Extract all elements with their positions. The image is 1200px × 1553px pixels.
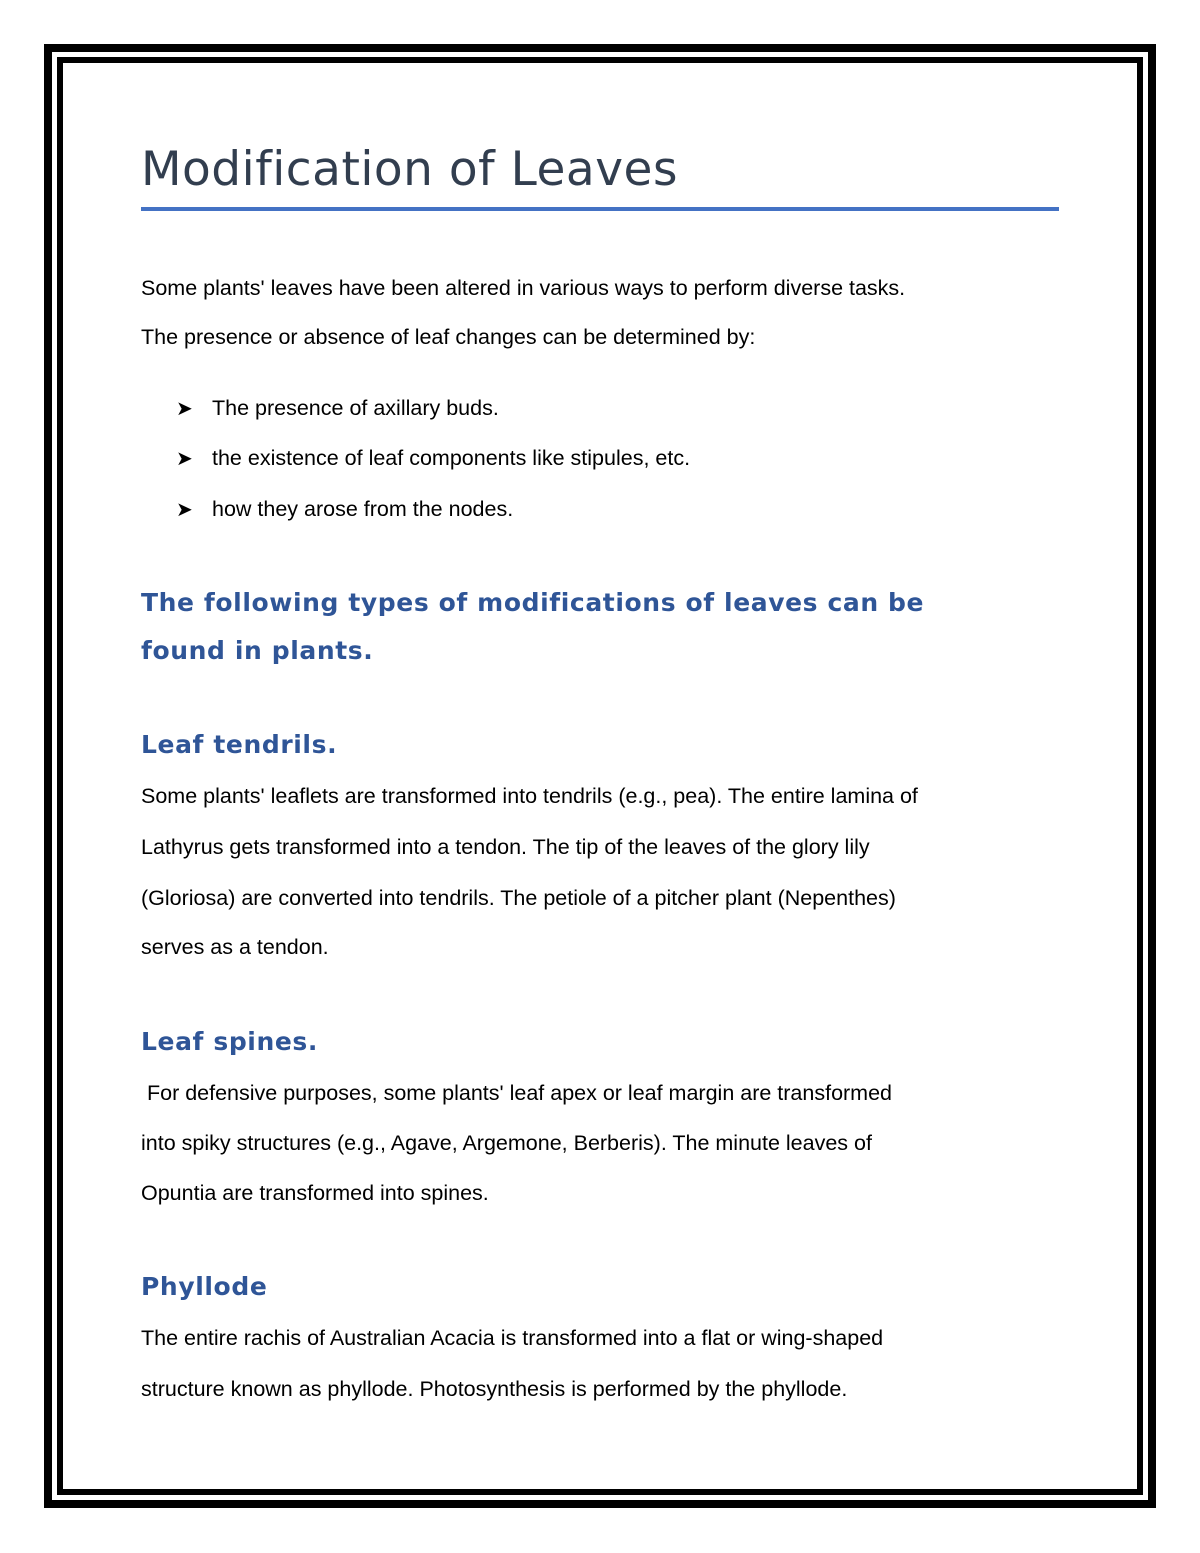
paragraph-line: Opuntia are transformed into spines. <box>141 1181 489 1205</box>
arrowhead-bullet-icon: ➤ <box>176 398 193 420</box>
intro-line: The presence or absence of leaf changes can be determined by: <box>141 325 756 349</box>
title-underline <box>141 207 1059 211</box>
heading-phyllode: Phyllode <box>141 1272 268 1301</box>
page-title: Modification of Leaves <box>141 142 678 197</box>
section-heading: The following types of modifications of leaves can be <box>141 588 925 617</box>
paragraph-line: Lathyrus gets transformed into a tendon. The tip of the leaves of the glory lily <box>141 835 870 859</box>
list-item-text: The presence of axillary buds. <box>212 396 499 420</box>
intro-line: Some plants' leaves have been altered in various ways to perform diverse tasks. <box>141 276 906 300</box>
paragraph-line: serves as a tendon. <box>141 935 329 959</box>
list-item-text: the existence of leaf components like stipules, etc. <box>212 446 691 470</box>
paragraph-line: (Gloriosa) are converted into tendrils. The petiole of a pitcher plant (Nepenthes) <box>141 886 896 910</box>
list-item-text: how they arose from the nodes. <box>212 497 514 521</box>
arrowhead-bullet-icon: ➤ <box>176 448 193 470</box>
paragraph-line: For defensive purposes, some plants' leaf apex or leaf margin are transformed <box>141 1081 893 1105</box>
list-item <box>176 396 499 421</box>
list-item <box>176 497 513 522</box>
heading-leaf-spines: Leaf spines. <box>141 1027 319 1056</box>
section-heading: found in plants. <box>141 636 374 665</box>
paragraph-line: into spiky structures (e.g., Agave, Argemone, Berberis). The minute leaves of <box>141 1131 872 1155</box>
list-item <box>176 446 690 471</box>
paragraph-line: structure known as phyllode. Photosynthesis is performed by the phyllode. <box>141 1377 848 1401</box>
heading-leaf-tendrils: Leaf tendrils. <box>141 730 338 759</box>
paragraph-line: The entire rachis of Australian Acacia is transformed into a flat or wing-shaped <box>141 1326 884 1350</box>
paragraph-line: Some plants' leaflets are transformed into tendrils (e.g., pea). The entire lamina of <box>141 784 918 808</box>
arrowhead-bullet-icon: ➤ <box>176 499 193 521</box>
